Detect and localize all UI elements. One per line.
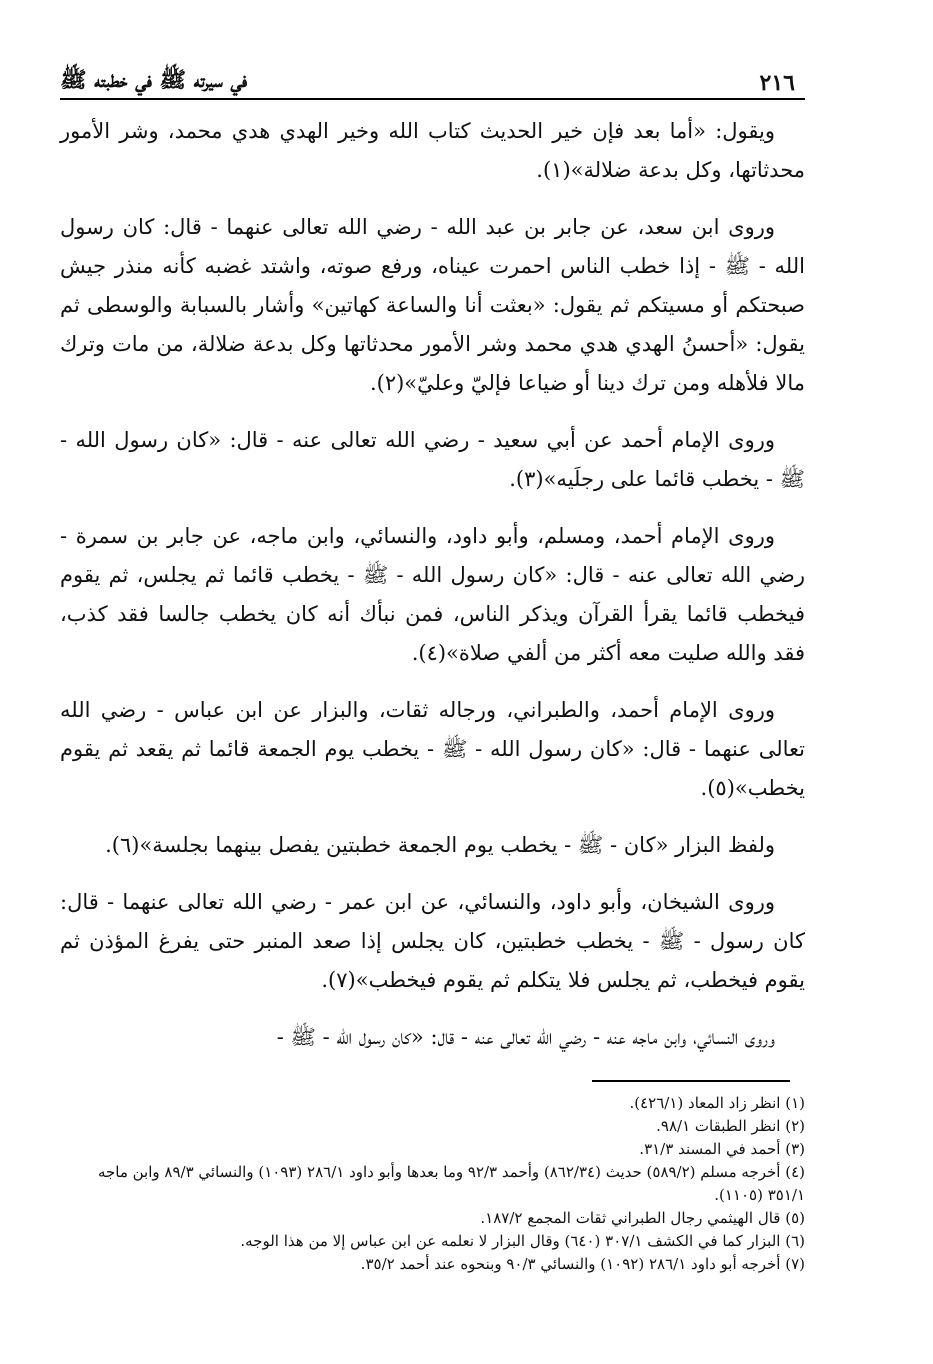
paragraph: وروى الإمام أحمد، والطبراني، ورجاله ثقات، والبزار عن ابن عباس - رضي الله تعالى عنهما - قال: «كان رسول الله - ﷺ - يخطب يوم الجمعة قائما ثم يقعد ثم يقوم يخطب»(٥). [60,698,805,800]
footnote: (٥) قال الهيثمي رجال الطبراني ثقات المجمع ١٨٧/٢. [480,1209,805,1227]
paragraph: ويقول: «أما بعد فإن خير الحديث كتاب الله وخير الهدي هدي محمد، وشر الأمور محدثاتها، وكل بدعة ضلالة»(١). [60,119,805,182]
paragraph: وروى الإمام أحمد، ومسلم، وأبو داود، والنسائي، وابن ماجه، عن جابر بن سمرة - رضي الله تعالى عنه - قال: «كان رسول الله - ﷺ - يخطب قائما ثم يجلس، ثم يقوم فيخطب قائما يقرأ القرآن ويذكر الناس، فمن نبأك أنه كان يخطب جالسا فقد كذب، فقد والله صليت معه أكثر من ألفي صلاة»(٤). [60,524,805,665]
footnotes [60,1092,805,1276]
footnote: (٣) أحمد في المسند ٣١/٣. [639,1140,805,1158]
page-header [60,60,805,96]
footnote: (٢) انظر الطبقات ٩٨/١. [656,1117,805,1135]
main-text [60,112,805,1075]
running-title: في سيرته ﷺ في خطبته ﷺ [60,67,248,93]
header-rule [60,98,805,100]
paragraph: وروى الإمام أحمد عن أبي سعيد - رضي الله تعالى عنه - قال: «كان رسول الله - ﷺ - يخطب قائما على رجلَيه»(٣). [60,428,805,491]
paragraph: ولفظ البزار «كان - ﷺ - يخطب يوم الجمعة خطبتين يفصل بينهما بجلسة»(٦). [105,833,775,857]
footnote: (١) انظر زاد المعاد (٤٢٦/١). [629,1094,805,1112]
paragraph: وروى ابن سعد، عن جابر بن عبد الله - رضي الله تعالى عنهما - قال: كان رسول الله - ﷺ - إذا خطب الناس احمرت عيناه، ورفع صوته، واشتد غضبه كأنه منذر جيش صبحتكم أو مسيتكم ثم يقول: «بعثت أنا والساعة كهاتين» وأشار بالسبابة والوسطى ثم يقول: «أحسنُ الهدي هدي محمد وشر الأمور محدثاتها وكل بدعة ضلالة، من مات وترك مالا فلأهله ومن ترك دينا أو ضياعا فإليّ وعليّ»(٢). [60,215,805,395]
footnote-rule [592,1080,790,1082]
footnote: (٦) البزار كما في الكشف ٣٠٧/١ (٦٤٠) وقال البزار لا نعلمه عن ابن عباس إلا من هذا الوجه. [240,1232,805,1250]
paragraph: وروى الشيخان، وأبو داود، والنسائي، عن ابن عمر - رضي الله تعالى عنهما - قال: كان رسول - ﷺ - يخطب خطبتين، كان يجلس إذا صعد المنبر حتى يفرغ المؤذن ثم يقوم فيخطب، ثم يجلس فلا يتكلم ثم يقوم فيخطب»(٧). [60,890,805,992]
page-number: ٢١٦ [759,70,795,96]
paragraph: وروى النسائي، وابن ماجه عنه - رضي الله تعالى عنه - قال: «كان رسول الله - ﷺ - [276,1025,775,1049]
footnote: (٤) أخرجه مسلم (٥٨٩/٢) حديث (٨٦٢/٣٤) وأحمد ٩٢/٣ وما بعدها وأبو داود ٢٨٦/١ (١٠٩٣) والنسائي ٨٩/٣ وابن ماجه ٣٥١/١ (١١٠٥). [97,1163,805,1204]
footnote: (٧) أخرجه أبو داود ٢٨٦/١ (١٠٩٢) والنسائي ٩٠/٣ وبنحوه عند أحمد ٣٥/٢. [360,1255,805,1273]
